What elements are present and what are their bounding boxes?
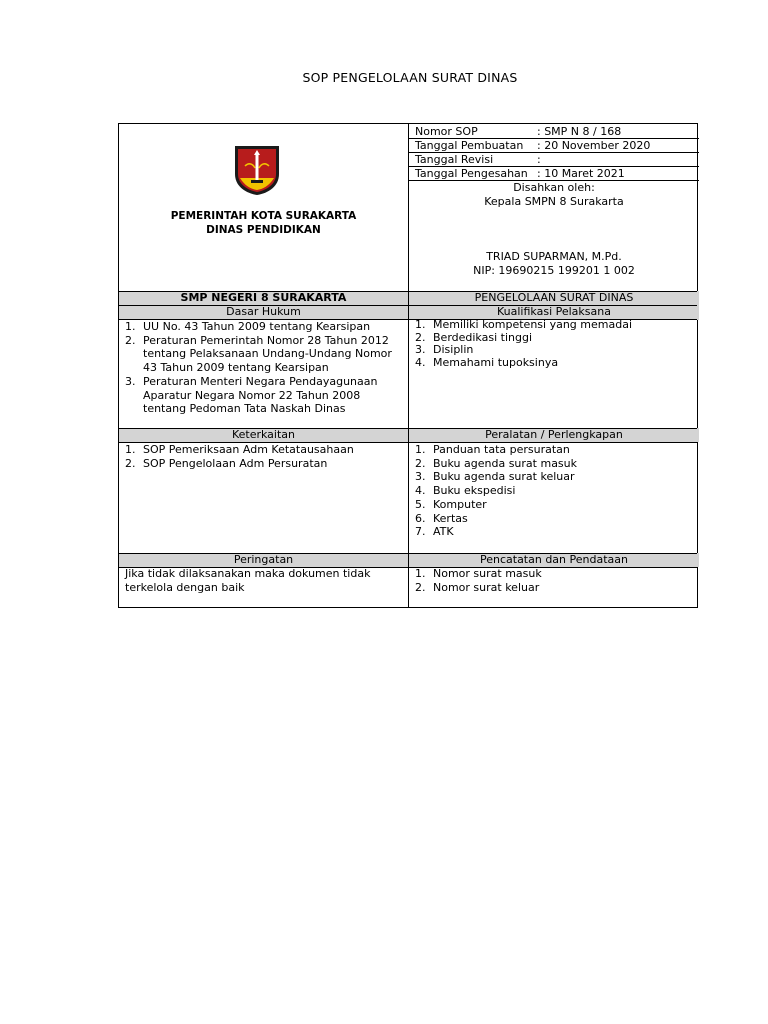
list-item: 7. ATK [415, 525, 454, 539]
list-item: 4. Buku ekspedisi [415, 484, 516, 498]
peralatan-heading: Peralatan / Perlengkapan [485, 428, 623, 441]
list-item: 5. Komputer [415, 497, 487, 511]
list-item: 2. Buku agenda surat masuk [415, 456, 578, 470]
keterkaitan-list [119, 443, 401, 470]
list-item: 3. Disiplin [415, 343, 474, 356]
list-item: 2. Peraturan Pemerintah Nomor 28 Tahun 2012 tentang Pelaksanaan Undang-Undang Nomor 43 Tahun 2009 tentang Kearsipan [125, 333, 392, 375]
list-item: 1. Nomor surat masuk [415, 567, 542, 580]
dasar-hukum-list [119, 320, 401, 416]
dasar-hukum-heading: Dasar Hukum [226, 305, 301, 318]
list-item: 3. Buku agenda surat keluar [415, 470, 575, 484]
surakarta-emblem-icon [233, 144, 281, 196]
list-item: 2. Berdedikasi tinggi [415, 330, 532, 344]
list-item: 2. Nomor surat keluar [415, 580, 540, 594]
meta-row-revisi: Tanggal Revisi : [415, 153, 541, 166]
peralatan-list [409, 443, 697, 539]
list-item: 2. SOP Pengelolaan Adm Persuratan [125, 456, 328, 470]
peringatan-heading: Peringatan [233, 553, 294, 566]
government-name: PEMERINTAH KOTA SURAKARTA [170, 210, 357, 222]
meta-row-nomor: Nomor SOP : SMP N 8 / 168 [415, 125, 622, 138]
approver-nip: NIP: 19690215 199201 1 002 [473, 264, 635, 277]
meta-row-pembuatan: Tanggal Pembuatan : 20 November 2020 [415, 139, 651, 152]
meta-row-pengesahan: Tanggal Pengesahan : 10 Maret 2021 [415, 167, 625, 180]
sop-name: PENGELOLAAN SURAT DINAS [474, 291, 634, 304]
sop-table [118, 123, 698, 608]
list-item: 1. SOP Pemeriksaan Adm Ketatausahaan [125, 443, 354, 456]
list-item: 1. UU No. 43 Tahun 2009 tentang Kearsipan [125, 320, 371, 333]
keterkaitan-heading: Keterkaitan [231, 428, 296, 441]
pencatatan-list [409, 567, 697, 594]
approver-name: TRIAD SUPARMAN, M.Pd. [486, 250, 622, 263]
document-title: SOP PENGELOLAAN SURAT DINAS [302, 70, 518, 85]
list-item: 1. Panduan tata persuratan [415, 443, 570, 456]
peringatan-text: Jika tidak dilaksanakan maka dokumen tidak terkelola dengan baik [125, 567, 371, 594]
list-item: 1. Memiliki kompetensi yang memadai [415, 318, 632, 331]
kualifikasi-heading: Kualifikasi Pelaksana [497, 305, 611, 318]
department-name: DINAS PENDIDIKAN [206, 224, 321, 236]
school-name: SMP NEGERI 8 SURAKARTA [180, 291, 347, 304]
approved-by-label: Disahkan oleh: [513, 181, 595, 194]
approver-title: Kepala SMPN 8 Surakarta [484, 195, 624, 208]
pencatatan-heading: Pencatatan dan Pendataan [479, 553, 628, 566]
list-item: 3. Peraturan Menteri Negara Pendayagunaan Aparatur Negara Nomor 22 Tahun 2008 tentang Pedoman Tata Naskah Dinas [125, 374, 378, 416]
list-item: 6. Kertas [415, 511, 468, 525]
list-item: 4. Memahami tupoksinya [415, 355, 559, 369]
kualifikasi-list [409, 319, 697, 369]
